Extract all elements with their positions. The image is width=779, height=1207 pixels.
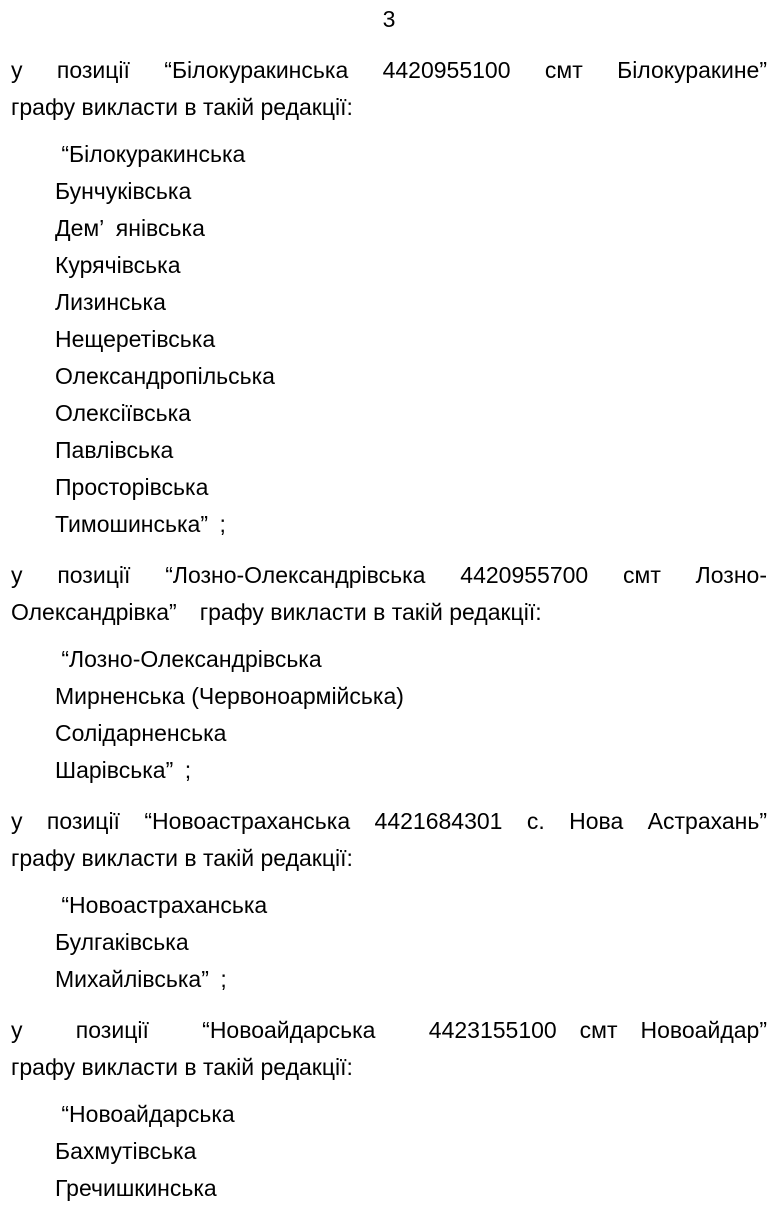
- list-item: “Новоастраханська: [55, 892, 268, 918]
- intro-line: графу викласти в такій редакції:: [11, 845, 353, 871]
- section-intro: [11, 557, 767, 631]
- intro-line: у позиції “Лозно-Олександрівська 4420955700 смт Лозно-: [11, 562, 767, 588]
- list-item: Михайлівська” ;: [55, 966, 227, 992]
- intro-line: графу викласти в такій редакції:: [11, 1054, 353, 1080]
- page-number: 3: [382, 6, 396, 32]
- list-item: Лизинська: [55, 289, 166, 315]
- hromada-list: [55, 887, 767, 998]
- hromada-list: [55, 1096, 767, 1207]
- section-intro: [11, 52, 767, 126]
- document-page: [11, 1, 767, 1207]
- amendment-section-novoaidarska: [11, 1012, 767, 1207]
- intro-line: у позиції “Новоайдарська 4423155100 смт Новоайдар”: [11, 1017, 767, 1043]
- list-item: Бунчуківська: [55, 178, 192, 204]
- intro-line: Олександрівка” графу викласти в такій редакції:: [11, 599, 542, 625]
- intro-line: у позиції “Білокуракинська 4420955100 смт Білокуракине”: [11, 57, 767, 83]
- hromada-list: [55, 641, 767, 789]
- intro-line: графу викласти в такій редакції:: [11, 94, 353, 120]
- section-intro: [11, 803, 767, 877]
- list-item: “Білокуракинська: [55, 141, 246, 167]
- amendment-section-novoastrakhanska: [11, 803, 767, 998]
- list-item: Шарівська” ;: [55, 757, 192, 783]
- list-item: Нещеретівська: [55, 326, 216, 352]
- list-item: Олександропільська: [55, 363, 275, 389]
- list-item: Булгаківська: [55, 929, 189, 955]
- list-item: Бахмутівська: [55, 1138, 197, 1164]
- hromada-list: [55, 136, 767, 543]
- list-item: Солідарненська: [55, 720, 227, 746]
- list-item: “Лозно-Олександрівська: [55, 646, 322, 672]
- list-item: Курячівська: [55, 252, 181, 278]
- list-item: Гречишкинська: [55, 1175, 217, 1201]
- list-item: Мирненська (Червоноармійська): [55, 683, 404, 709]
- list-item: “Новоайдарська: [55, 1101, 235, 1127]
- list-item: Просторівська: [55, 474, 209, 500]
- list-item: Павлівська: [55, 437, 174, 463]
- section-intro: [11, 1012, 767, 1086]
- list-item: Тимошинська” ;: [55, 511, 226, 537]
- list-item: Дем’ янівська: [55, 215, 205, 241]
- list-item: Олексіївська: [55, 400, 191, 426]
- amendment-section-bilokurakynska: [11, 52, 767, 543]
- intro-line: у позиції “Новоастраханська 4421684301 с. Нова Астрахань”: [11, 808, 767, 834]
- amendment-section-lozno-oleksandrivska: [11, 557, 767, 789]
